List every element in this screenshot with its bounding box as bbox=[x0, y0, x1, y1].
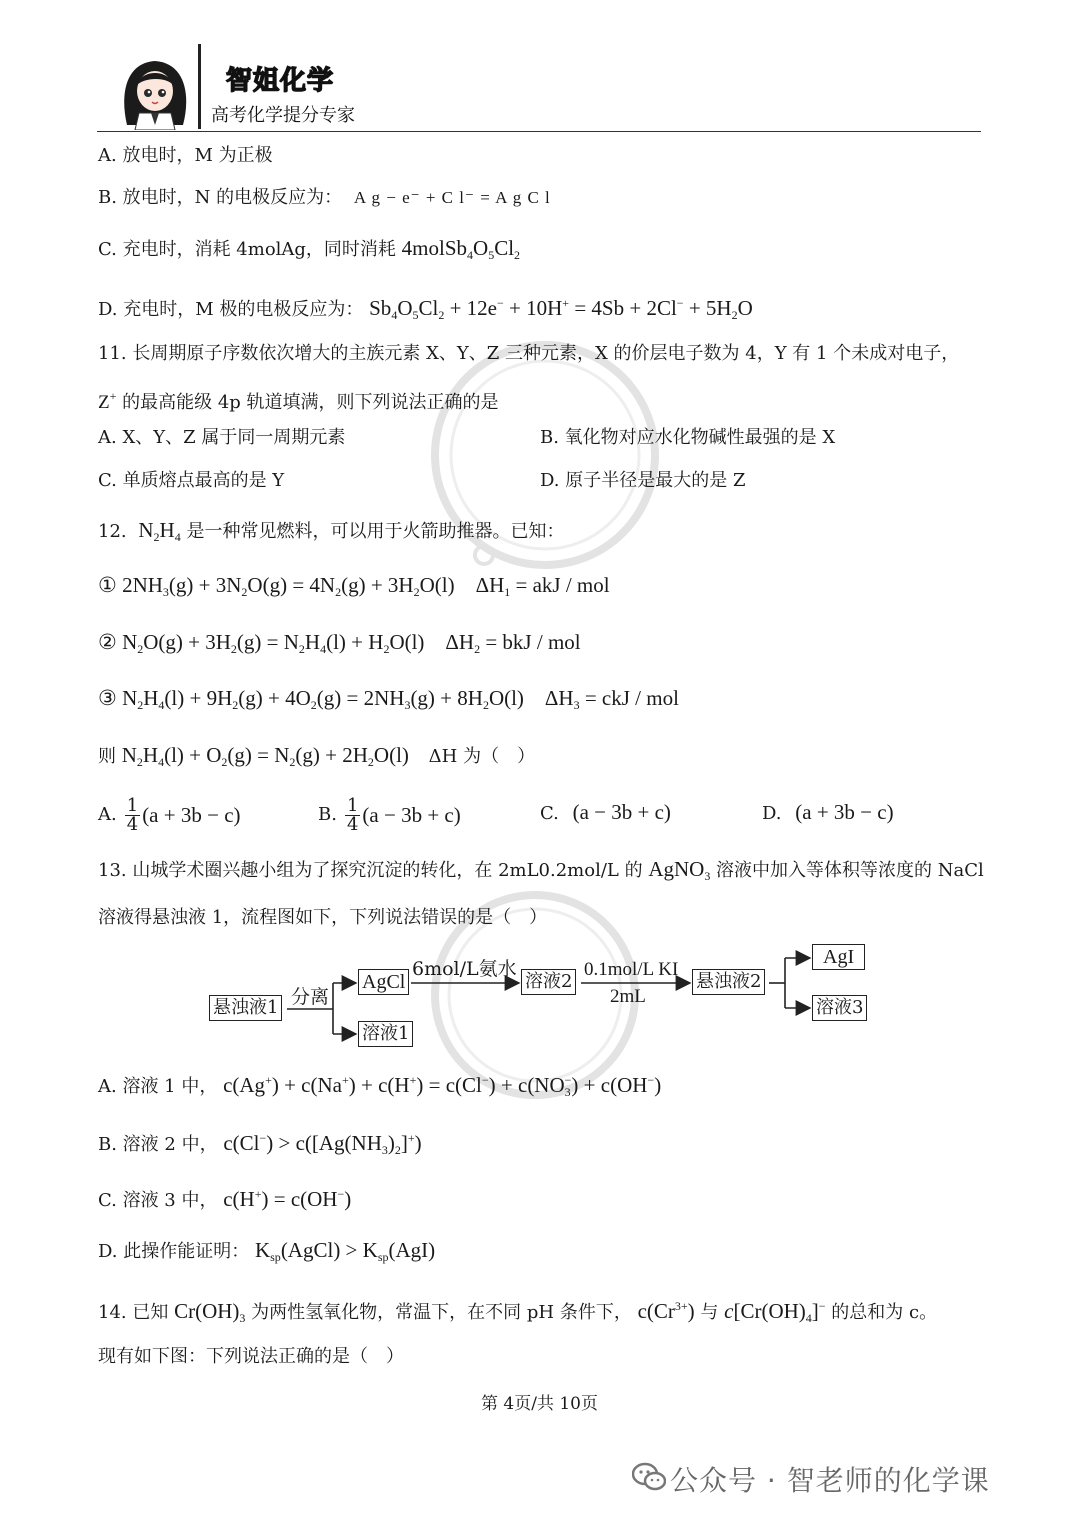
q13-option-c-prefix: C. 溶液 3 中， bbox=[98, 1190, 218, 1211]
flow-suspension-2: 悬浊液2 bbox=[692, 969, 765, 995]
wechat-account-label: 公众号 · 智老师的化学课 bbox=[670, 1464, 990, 1497]
q12-reaction-1: ① $2NH_3(g) + 3N_2O(g) = 4N_2(g) + 3H_2O(l)$ $\Delta H_1$ = akJ / mol bbox=[98, 573, 610, 599]
q12-option-c-label: C. bbox=[540, 803, 559, 824]
flow-solution-1: 溶液1 bbox=[358, 1021, 413, 1047]
q14-c-croh4: $c[Cr(OH)_4]^-$ bbox=[724, 1299, 826, 1325]
q11-option-d: D. 原子半径是最大的是 Z bbox=[540, 470, 746, 491]
q10-option-b-equation: A g − e⁻ + C l⁻ = A g C l bbox=[353, 188, 551, 207]
brand-title: 智姐化学 bbox=[226, 66, 335, 96]
q13-agno3: AgNO$_3$ bbox=[648, 857, 711, 883]
q14-stem-line2: 现有如下图：下列说法正确的是（ ） bbox=[98, 1346, 404, 1367]
q14-num: 14. 已知 bbox=[98, 1302, 169, 1323]
q13-stem-line1 bbox=[98, 857, 984, 888]
q12-number: 12. bbox=[98, 521, 127, 542]
q13-stem-1b: 溶液中加入等体积等浓度的 NaCl bbox=[716, 860, 984, 881]
q13-option-a-prefix: A. 溶液 1 中， bbox=[98, 1076, 218, 1097]
page-number: 第 4页/共 10页 bbox=[481, 1394, 598, 1414]
q10-option-c-formula: $4molSb_4O_5Cl_2$ bbox=[401, 236, 521, 262]
q14-tail: 的总和为 c。 bbox=[831, 1302, 938, 1323]
q10-option-b bbox=[98, 186, 551, 210]
flow-reagent-ammonia: 6mol/L氨水 bbox=[412, 958, 517, 980]
q13-option-d-expr: $K_{sp}(AgCl) > K_{sp}(AgI)$ bbox=[254, 1238, 436, 1264]
q12-target bbox=[98, 743, 535, 774]
q10-option-b-prefix: B. 放电时，N 的电极反应为： bbox=[98, 187, 343, 208]
flow-reagent-volume: 2mL bbox=[610, 986, 646, 1007]
flow-solution-3: 溶液3 bbox=[812, 995, 867, 1021]
q14-mid: 为两性氢氧化物，常温下，在不同 pH 条件下， bbox=[251, 1302, 632, 1323]
q13-option-b bbox=[98, 1126, 422, 1162]
q10-option-c bbox=[98, 236, 520, 267]
q12-option-d-expr: (a + 3b − c) bbox=[795, 800, 894, 824]
q13-stem-line2: 溶液得悬浊液 1，流程图如下，下列说法错误的是（ ） bbox=[98, 907, 548, 928]
q12-option-b-label: B. bbox=[318, 804, 337, 825]
q13-option-b-expr: $c(Cl^-) > c([Ag(NH_3)_2]^+)$ bbox=[223, 1131, 422, 1157]
q11-option-a: A. X、Y、Z 属于同一周期元素 bbox=[98, 427, 346, 448]
q14-croh3: $Cr(OH)_3$ bbox=[174, 1299, 246, 1325]
q12-reaction-2: ② $N_2O(g) + 3H_2(g) = N_2H_4(l) + H_2O(l)$ $\Delta H_2$ = bkJ / mol bbox=[98, 630, 581, 656]
q11-z-ion: Z+ bbox=[98, 389, 117, 413]
header-divider bbox=[198, 44, 201, 129]
q10-option-d bbox=[98, 291, 753, 327]
header-rule bbox=[97, 131, 981, 132]
q14-with: 与 bbox=[700, 1302, 719, 1323]
q13-option-a-expr: $c(Ag^+) + c(Na^+) + c(H^+) = c(Cl^-) + c(NO_3^-) + c(OH^-)$ bbox=[223, 1073, 662, 1099]
q14-c-cr3: $c(Cr^{3+})$ bbox=[637, 1299, 695, 1323]
q12-option-c bbox=[540, 800, 671, 826]
q10-option-d-prefix: D. 充电时，M 极的电极反应为： bbox=[98, 299, 364, 320]
q12-option-b-expr: (a − 3b + c) bbox=[362, 803, 461, 827]
q12-option-b bbox=[318, 793, 461, 837]
q10-option-c-prefix: C. 充电时，消耗 4molAg，同时消耗 bbox=[98, 239, 396, 260]
q12-option-d bbox=[762, 800, 894, 826]
brand-tagline: 高考化学提分专家 bbox=[211, 105, 355, 126]
flow-agcl: AgCl bbox=[358, 969, 409, 995]
q12-target-equation: $N_2H_4(l) + O_2(g) = N_2(g) + 2H_2O(l)$ bbox=[121, 743, 409, 769]
q14-stem-line1 bbox=[98, 1294, 937, 1330]
q12-option-a-fraction: $\frac{1}{4}$ bbox=[126, 794, 139, 835]
q12-option-c-expr: (a − 3b + c) bbox=[572, 800, 671, 824]
flow-reagent-ki: 0.1mol/L KI bbox=[584, 959, 679, 980]
q12-n2h4: $N_2H_4$ bbox=[138, 518, 181, 544]
q13-option-c bbox=[98, 1182, 351, 1213]
header-logo bbox=[115, 55, 195, 130]
q11-stem-line2 bbox=[98, 384, 499, 415]
q12-ask: ΔH 为（ ） bbox=[428, 746, 536, 767]
q10-option-a: A. 放电时，M 为正极 bbox=[98, 145, 273, 166]
q13-option-d bbox=[98, 1238, 435, 1269]
q11-stem-line1: 11. 长周期原子序数依次增大的主族元素 X、Y、Z 三种元素，X 的价层电子数为 4，Y 有 1 个未成对电子， bbox=[98, 343, 960, 364]
q12-option-a-expr: (a + 3b − c) bbox=[142, 803, 241, 827]
flow-agi: AgI bbox=[812, 944, 865, 970]
q13-option-d-prefix: D. 此操作能证明： bbox=[98, 1241, 250, 1262]
q13-option-b-prefix: B. 溶液 2 中， bbox=[98, 1134, 218, 1155]
q12-option-a-label: A. bbox=[98, 804, 117, 825]
cartoon-avatar-icon bbox=[115, 55, 195, 130]
q12-stem bbox=[98, 518, 564, 549]
q10-option-d-equation: $Sb_4O_5Cl_2 + 12e^- + 10H^+ = 4Sb + 2Cl^- + 5H_2O$ bbox=[369, 296, 753, 322]
flow-start-suspension: 悬浊液1 bbox=[209, 995, 282, 1021]
q13-option-c-expr: c(H+) = c(OH−) bbox=[223, 1187, 352, 1211]
q13-option-a bbox=[98, 1068, 661, 1104]
flow-separate-label: 分离 bbox=[291, 986, 330, 1008]
q12-reaction-3: ③ $N_2H_4(l) + 9H_2(g) + 4O_2(g) = 2NH_3(g) + 8H_2O(l)$ $\Delta H_3$ = ckJ / mol bbox=[98, 686, 679, 712]
q12-option-a bbox=[98, 793, 241, 837]
q12-stem-text: 是一种常见燃料，可以用于火箭助推器。已知： bbox=[186, 521, 565, 542]
flow-solution-2: 溶液2 bbox=[521, 969, 576, 995]
q11-stem-text: 的最高能级 4p 轨道填满，则下列说法正确的是 bbox=[122, 392, 499, 413]
q12-then: 则 bbox=[98, 746, 116, 767]
q12-option-d-label: D. bbox=[762, 803, 782, 824]
wechat-icon bbox=[632, 1462, 666, 1492]
q11-option-b: B. 氧化物对应水化物碱性最强的是 X bbox=[540, 427, 836, 448]
q12-option-b-fraction: $\frac{1}{4}$ bbox=[346, 794, 359, 835]
q11-option-c: C. 单质熔点最高的是 Y bbox=[98, 470, 285, 491]
q13-stem-1a: 13. 山城学术圈兴趣小组为了探究沉淀的转化，在 2mL0.2mol/L 的 bbox=[98, 860, 643, 881]
